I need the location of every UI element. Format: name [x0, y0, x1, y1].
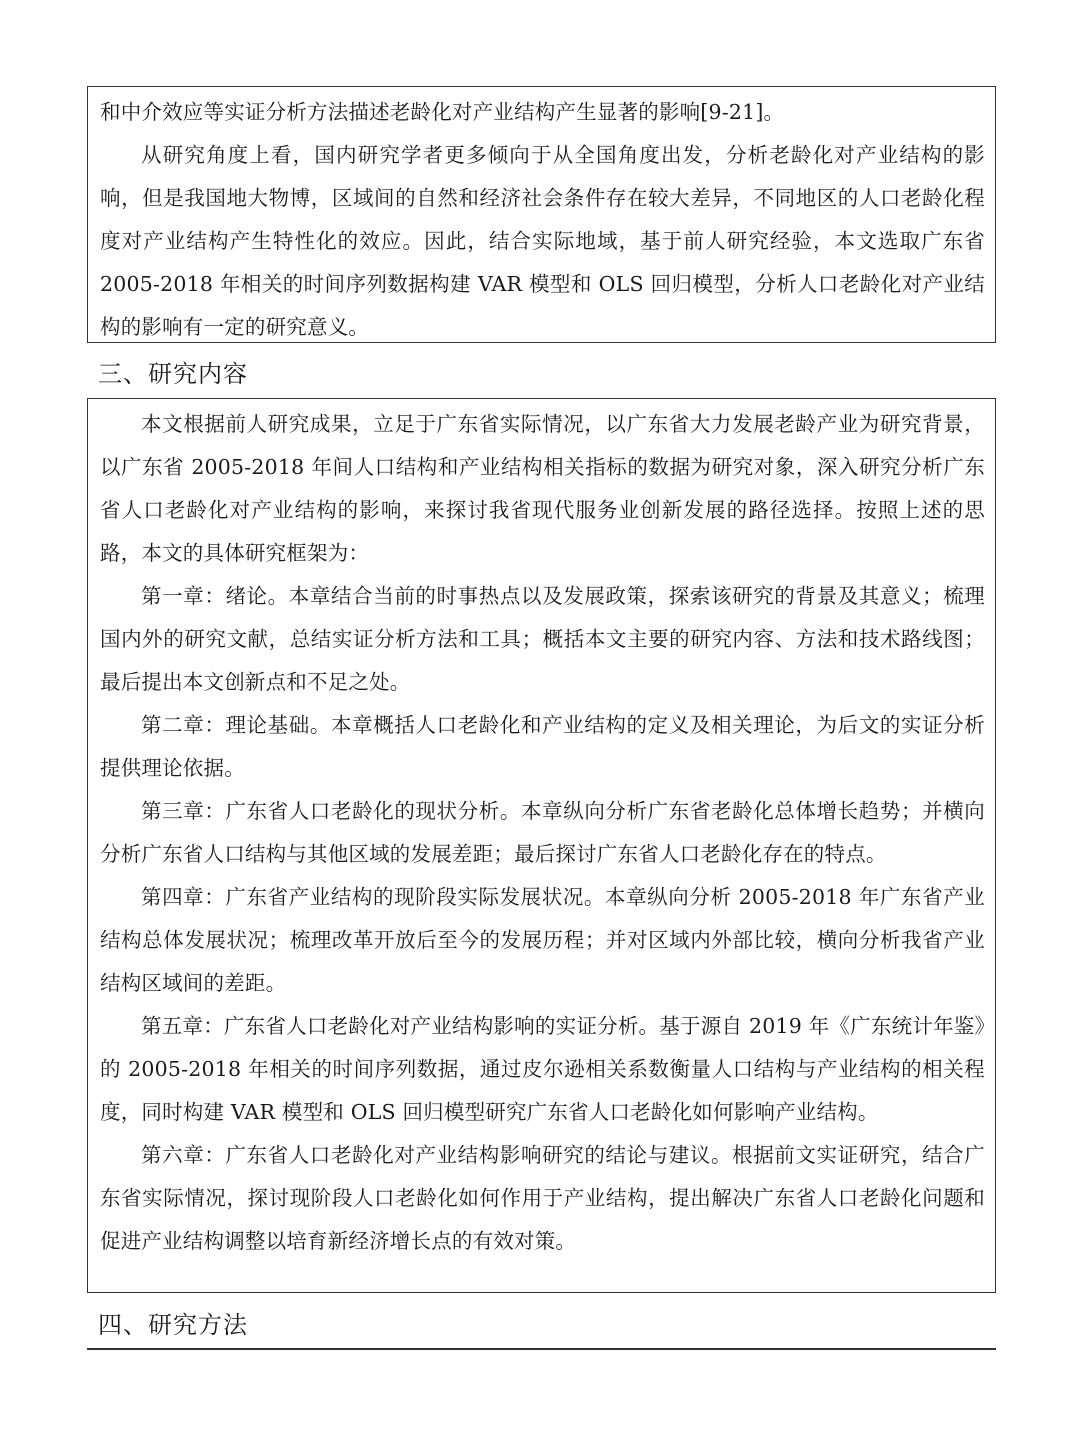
paragraph-chapter-5: 第五章：广东省人口老龄化对产业结构影响的实证分析。基于源自 2019 年《广东统计年鉴》的 2005-2018 年相关的时间序列数据，通过皮尔逊相关系数衡量人口结构与产业结构的相关程度，同时构建 VAR 模型和 OLS 回归模型研究广东省人口老龄化如何影响产业结构。	[100, 1014, 985, 1124]
section-heading-research-content: 三、研究内容	[98, 360, 248, 388]
section-heading-research-method: 四、研究方法	[98, 1311, 248, 1339]
paragraph-chapter-3: 第三章：广东省人口老龄化的现状分析。本章纵向分析广东省老龄化总体增长趋势；并横向分析广东省人口结构与其他区域的发展差距；最后探讨广东省人口老龄化存在的特点。	[100, 799, 985, 866]
paragraph-intro: 本文根据前人研究成果，立足于广东省实际情况，以广东省大力发展老龄产业为研究背景，以广东省 2005-2018 年间人口结构和产业结构相关指标的数据为研究对象，深入研究分析广东省人口老龄化对产业结构的影响，来探讨我省现代服务业创新发展的路径选择。按照上述的思路，本文的具体研究框架为：	[100, 412, 985, 565]
paragraph-chapter-2: 第二章：理论基础。本章概括人口老龄化和产业结构的定义及相关理论，为后文的实证分析提供理论依据。	[100, 713, 985, 780]
prev-section-box	[87, 86, 996, 343]
section-divider	[87, 1348, 996, 1350]
research-content-box	[87, 398, 996, 1293]
paragraph-research-angle: 从研究角度上看，国内研究学者更多倾向于从全国角度出发，分析老龄化对产业结构的影响，但是我国地大物博，区域间的自然和经济社会条件存在较大差异，不同地区的人口老龄化程度对产业结构产生特性化的效应。因此，结合实际地域，基于前人研究经验，本文选取广东省 2005-2018 年相关的时间序列数据构建 VAR 模型和 OLS 回归模型，分析人口老龄化对产业结构的影响有一定的研究意义。	[100, 143, 985, 339]
paragraph-chapter-4: 第四章：广东省产业结构的现阶段实际发展状况。本章纵向分析 2005-2018 年广东省产业结构总体发展状况；梳理改革开放后至今的发展历程；并对区域内外部比较，横向分析我省产业结构区域间的差距。	[100, 885, 985, 995]
paragraph-chapter-1: 第一章：绪论。本章结合当前的时事热点以及发展政策，探索该研究的背景及其意义；梳理国内外的研究文献，总结实证分析方法和工具；概括本文主要的研究内容、方法和技术路线图；最后提出本文创新点和不足之处。	[100, 584, 985, 694]
paragraph-continuation: 和中介效应等实证分析方法描述老龄化对产业结构产生显著的影响[9-21]。	[100, 100, 785, 124]
paragraph-chapter-6: 第六章：广东省人口老龄化对产业结构影响研究的结论与建议。根据前文实证研究，结合广东省实际情况，探讨现阶段人口老龄化如何作用于产业结构，提出解决广东省人口老龄化问题和促进产业结构调整以培育新经济增长点的有效对策。	[100, 1143, 985, 1253]
